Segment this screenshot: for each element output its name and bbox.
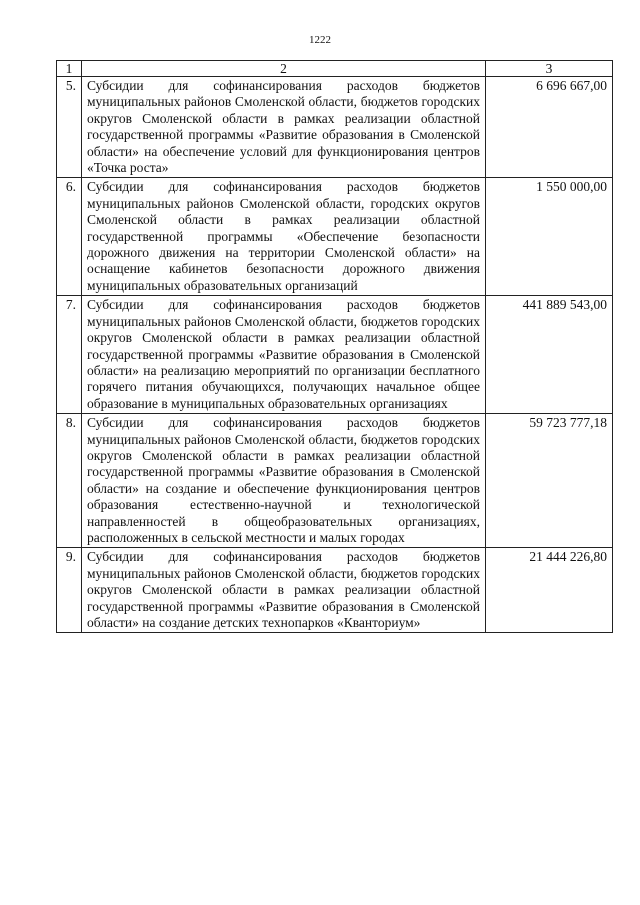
row-amount: 1 550 000,00: [486, 178, 613, 296]
row-amount: 59 723 777,18: [486, 414, 613, 548]
row-amount: 21 444 226,80: [486, 548, 613, 633]
table-row: [57, 77, 613, 178]
row-amount: 6 696 667,00: [486, 77, 613, 178]
page-number: 1222: [309, 34, 331, 46]
column-header-amount: 3: [486, 61, 613, 77]
row-description: Субсидии для софинансирования расходов бюджетов муниципальных районов Смоленской области, городских округов Смоленской области в рамках реализации областной государственной программы «Обеспечение безопасности дорожного движения на территории Смоленской области» на оснащение кабинетов безопасности дорожного движения муниципальных образовательных организаций: [82, 178, 486, 296]
row-number: 5.: [57, 77, 82, 178]
row-amount: 441 889 543,00: [486, 296, 613, 414]
subsidies-table: [56, 60, 613, 633]
row-description: Субсидии для софинансирования расходов бюджетов муниципальных районов Смоленской области, бюджетов городских округов Смоленской области в рамках реализации областной государственной программы «Развитие образования в Смоленской области» на создание детских технопарков «Кванториум»: [82, 548, 486, 633]
row-number: 8.: [57, 414, 82, 548]
row-description: Субсидии для софинансирования расходов бюджетов муниципальных районов Смоленской области, бюджетов городских округов Смоленской области в рамках реализации областной государственной программы «Развитие образования в Смоленской области» на обеспечение условий для функционирования центров «Точка роста»: [82, 77, 486, 178]
column-header-description: 2: [82, 61, 486, 77]
table-row: [57, 296, 613, 414]
table-header-row: [57, 61, 613, 77]
row-number: 6.: [57, 178, 82, 296]
table-row: [57, 548, 613, 633]
table-row: [57, 178, 613, 296]
row-description: Субсидии для софинансирования расходов бюджетов муниципальных районов Смоленской области, бюджетов городских округов Смоленской области в рамках реализации областной государственной программы «Развитие образования в Смоленской области» на создание и обеспечение функционирования центров образования естественно-научной и технологической направленностей в общеобразовательных организациях, расположенных в сельской местности и малых городах: [82, 414, 486, 548]
table-row: [57, 414, 613, 548]
row-number: 9.: [57, 548, 82, 633]
row-number: 7.: [57, 296, 82, 414]
row-description: Субсидии для софинансирования расходов бюджетов муниципальных районов Смоленской области, бюджетов городских округов Смоленской области в рамках реализации областной государственной программы «Развитие образования в Смоленской области» на реализацию мероприятий по организации бесплатного горячего питания обучающихся, получающих начальное общее образование в муниципальных образовательных организациях: [82, 296, 486, 414]
column-header-number: 1: [57, 61, 82, 77]
